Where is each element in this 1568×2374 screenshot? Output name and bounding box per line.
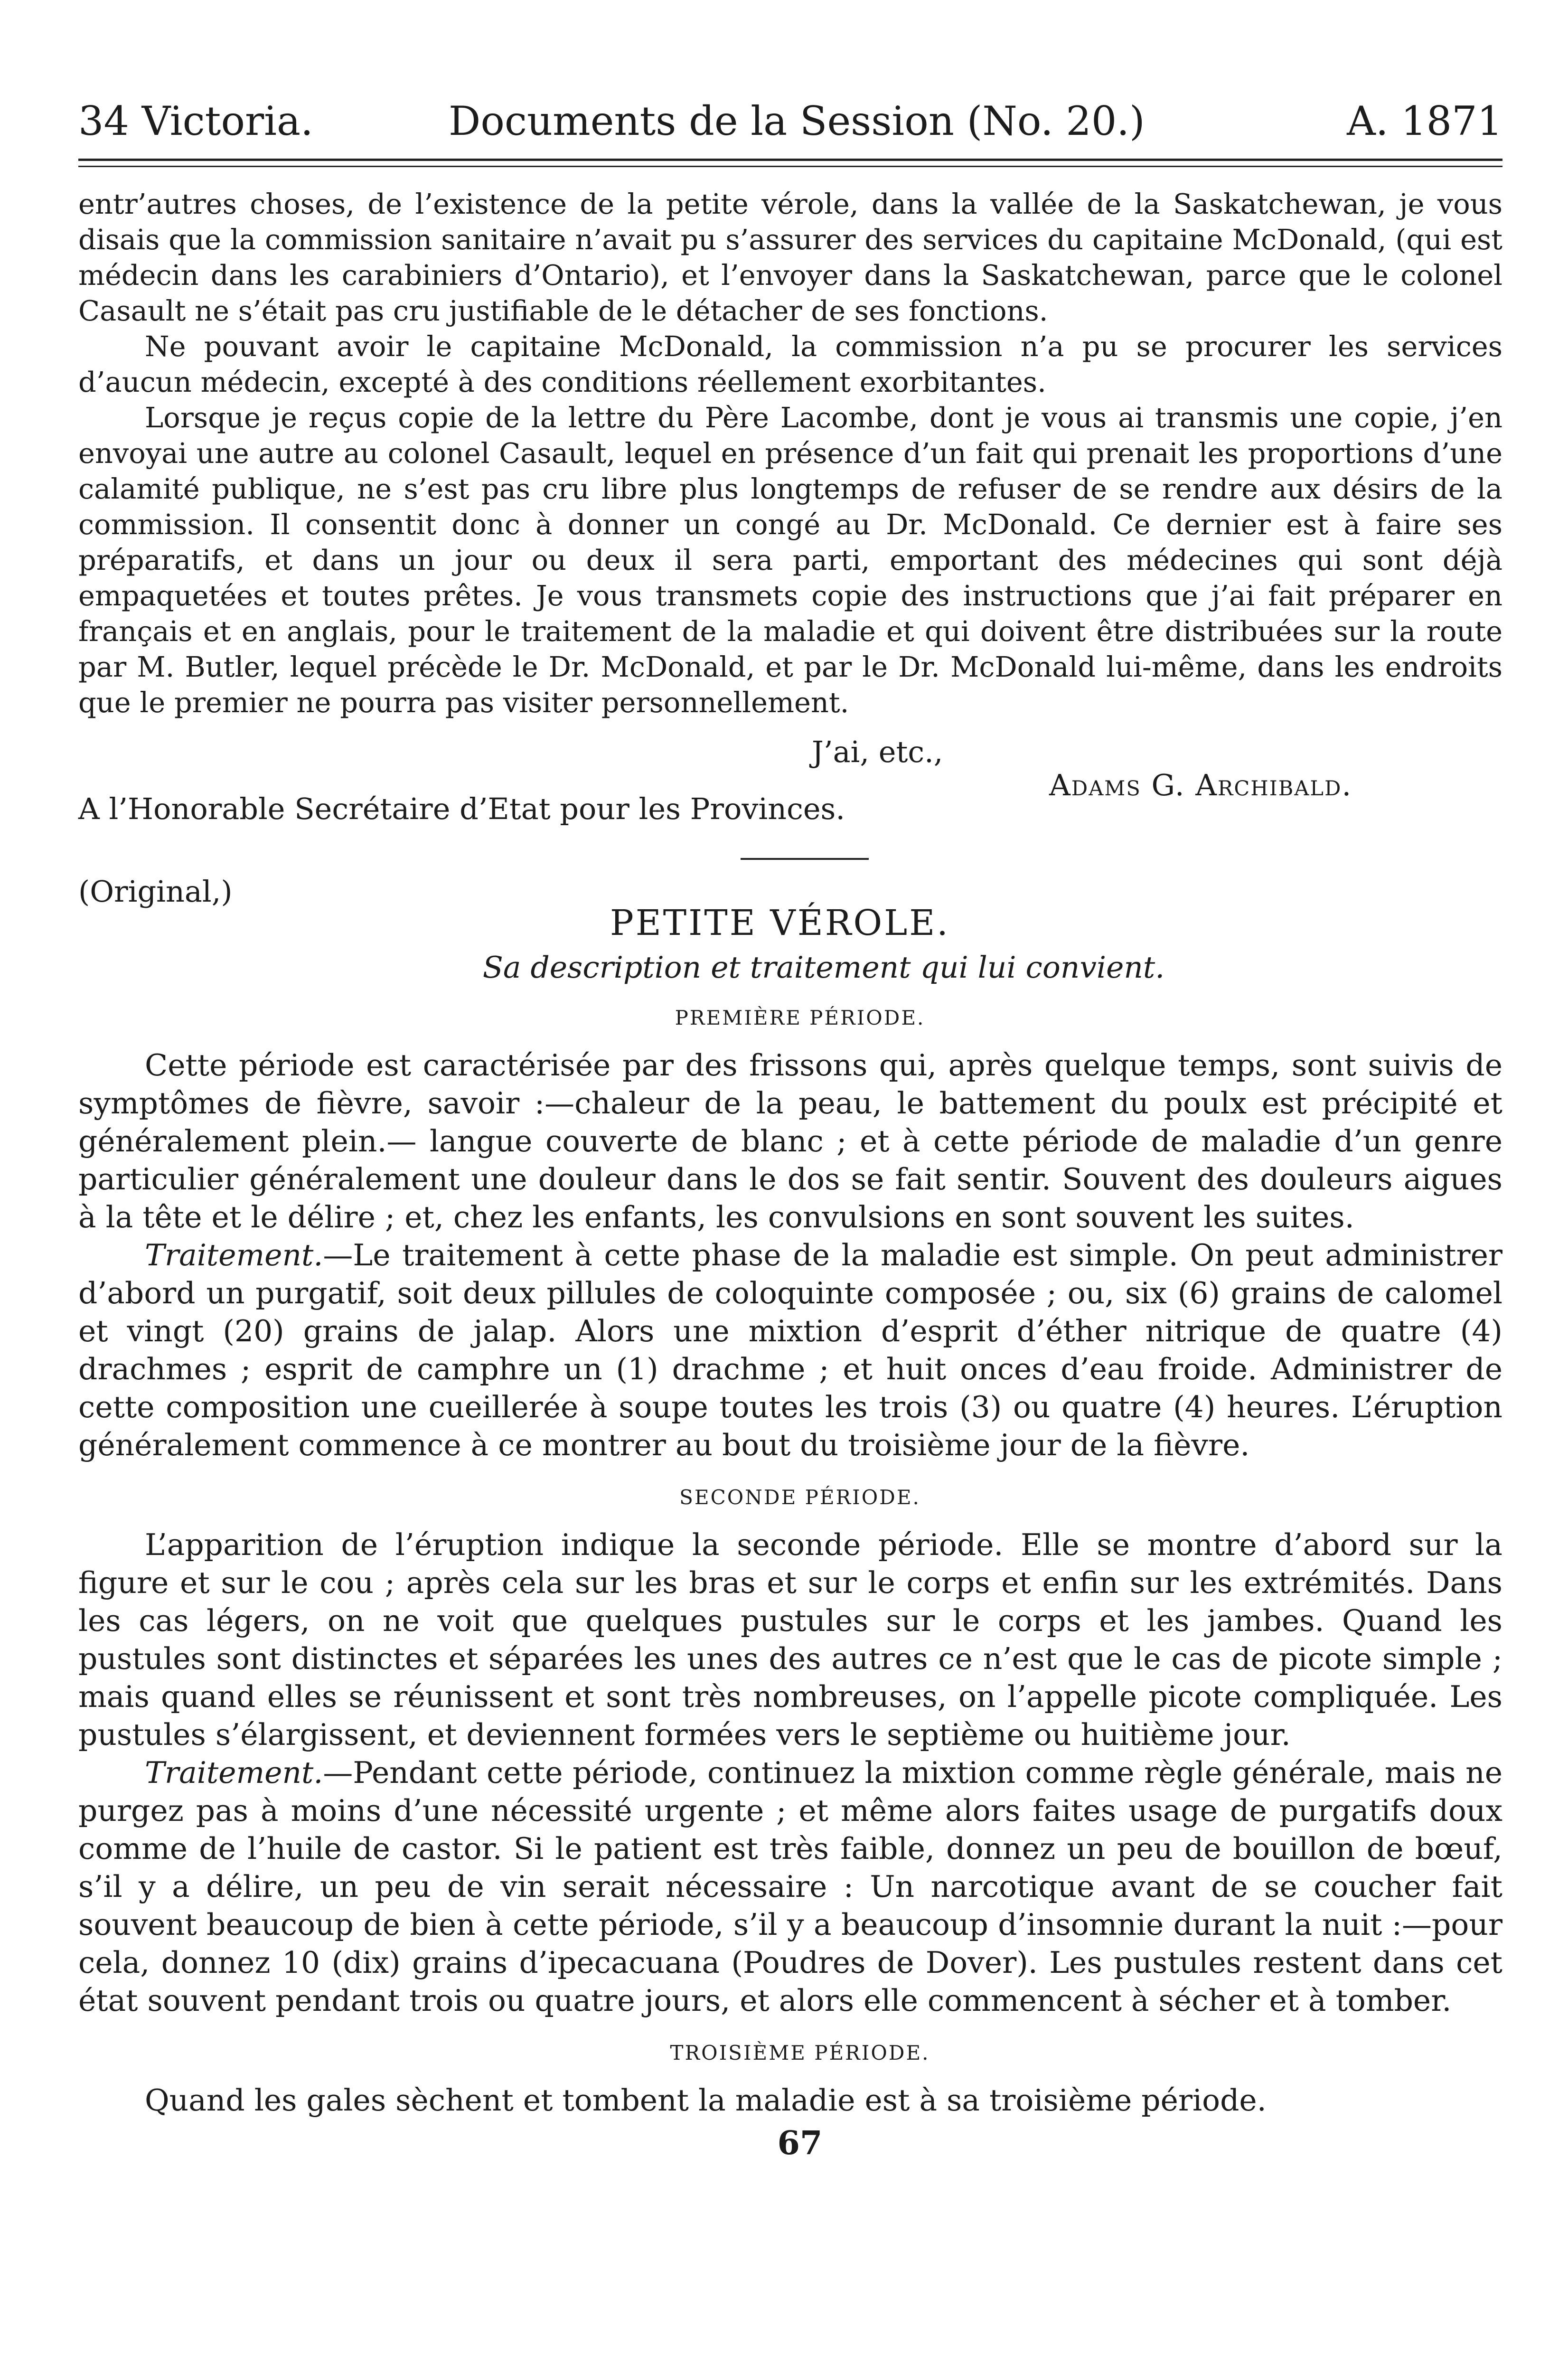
- period-2-treatment-label: Traitement.: [145, 1755, 323, 1790]
- period-3-section: [78, 2034, 1502, 2120]
- period-2-heading: SECONDE PÉRIODE.: [679, 1486, 920, 1509]
- section-divider: [741, 858, 869, 860]
- period-3-heading: TROISIÈME PÉRIODE.: [670, 2041, 930, 2064]
- period-2-treatment-text: —Pendant cette période, continuez la mixtion comme règle générale, mais ne purgez pas à moins d’une nécessité urgente ; et même alors faites usage de purgatifs doux comme de l’huile de castor. Si le patient est très faible, donnez un peu de bouillon de bœuf, s’il y a délire, un peu de vin serait nécessaire : Un narcotique avant de se coucher fait souvent beaucoup de bien à cette période, s’il y a beaucoup d’insomnie durant la nuit :—pour cela, donnez 10 (dix) grains d’ipecacuana (Poudres de Dover). Les pustules restent dans cet état souvent pendant trois ou quatre jours, et alors elle commencent à sécher et à tomber.: [78, 1755, 1502, 2018]
- period-1-treatment: [78, 1236, 1502, 1464]
- header-rule-thin: [78, 166, 1502, 167]
- letter-paragraph-2: Ne pouvant avoir le capitaine McDonald, la commission n’a pu se procurer les services d’aucun médecin, excepté à des conditions réellement exorbitantes.: [78, 330, 1502, 398]
- page-number: 67: [777, 2124, 823, 2162]
- period-2-section: [78, 1479, 1502, 2020]
- letter-paragraph-3: Lorsque je reçus copie de la lettre du Père Lacombe, dont je vous ai transmis une copie, j’en envoyai une autre au colonel Casault, lequel en présence d’un fait qui prenait les proportions d’une calamité publique, ne s’est pas cru libre plus longtemps de refuser de se rendre aux désirs de la commission. Il consentit donc à donner un congé au Dr. McDonald. Ce dernier est à faire ses préparatifs, et dans un jour ou deux il sera parti, emportant des médecines qui sont déjà empaquetées et toutes prêtes. Je vous transmets copie des instructions que j’ai fait préparer en français et en anglais, pour le traitement de la maladie et qui doivent être distribuées sur la route par M. Butler, lequel précède le Dr. McDonald, et par le Dr. McDonald lui-même, dans les endroits que le premier ne pourra pas visiter personnellement.: [78, 401, 1502, 719]
- letter-section: [78, 186, 1502, 720]
- period-2-description: L’apparition de l’éruption indique la seconde période. Elle se montre d’abord sur la figure et sur le cou ; après cela sur les bras et sur le corps et enfin sur les extrémités. Dans les cas légers, on ne voit que quelques pustules sur le corps et les jambes. Quand les pustules sont distinctes et séparées les unes des autres ce n’est que le cas de picote simple ; mais quand elles se réunissent et sont très nombreuses, on l’appelle picote compliquée. Les pustules s’élargissent, et deviennent formées vers le septième ou huitième jour.: [78, 1527, 1502, 1752]
- period-3-description: Quand les gales sèchent et tombent la maladie est à sa troisième période.: [145, 2083, 1267, 2118]
- period-1-description: Cette période est caractérisée par des frissons qui, après quelque temps, sont suivis de symptômes de fièvre, savoir :—chaleur de la peau, le battement du poulx est précipité et généralement plein.— langue couverte de blanc ; et à cette période de maladie d’un genre particulier généralement une douleur dans le dos se fait sentir. Souvent des douleurs aigues à la tête et le délire ; et, chez les enfants, les convulsions en sont souvent les suites.: [78, 1048, 1502, 1234]
- period-1-treatment-label: Traitement.: [145, 1238, 323, 1272]
- header-title: Documents de la Session (No. 20.): [449, 98, 1145, 144]
- period-2-treatment: [78, 1754, 1502, 2020]
- letter-signoff: [78, 735, 1502, 839]
- document-subtitle: Sa description et traitement qui lui convient.: [482, 950, 1165, 985]
- period-1-section: [78, 999, 1502, 1464]
- original-note: (Original,): [78, 874, 233, 909]
- letter-signature: Adams G. Archibald.: [1049, 768, 1352, 802]
- period-1-heading: PREMIÈRE PÉRIODE.: [675, 1006, 925, 1029]
- running-header: [78, 95, 1502, 147]
- letter-addressee: A l’Honorable Secrétaire d’Etat pour les Provinces.: [78, 791, 845, 826]
- header-rule-thick: [78, 159, 1502, 161]
- document-page: [78, 95, 1502, 2365]
- period-1-treatment-text: —Le traitement à cette phase de la maladie est simple. On peut administrer d’abord un purgatif, soit deux pillules de coloquinte composée ; ou, six (6) grains de calomel et vingt (20) grains de jalap. Alors une mixtion d’esprit d’éther nitrique de quatre (4) drachmes ; esprit de camphre un (1) drachme ; et huit onces d’eau froide. Administrer de cette composition une cueillerée à soupe toutes les trois (3) ou quatre (4) heures. L’éruption généralement commence à ce montrer au bout du troisième jour de la fièvre.: [78, 1238, 1502, 1462]
- header-volume: 34 Victoria.: [78, 98, 313, 144]
- letter-paragraph-1: entr’autres choses, de l’existence de la petite vérole, dans la vallée de la Saskatchewan, je vous disais que la commission sanitaire n’avait pu s’assurer des services du capitaine McDonald, (qui est médecin dans les carabiniers d’Ontario), et l’envoyer dans la Saskatchewan, parce que le colonel Casault ne s’était pas cru justifiable de le détacher de ses fonctions.: [78, 188, 1502, 327]
- document-title: PETITE VÉROLE.: [610, 903, 950, 943]
- header-year: A. 1871: [1347, 98, 1502, 144]
- document-title-row: [78, 869, 1502, 945]
- letter-closing: J’ai, etc.,: [812, 735, 943, 769]
